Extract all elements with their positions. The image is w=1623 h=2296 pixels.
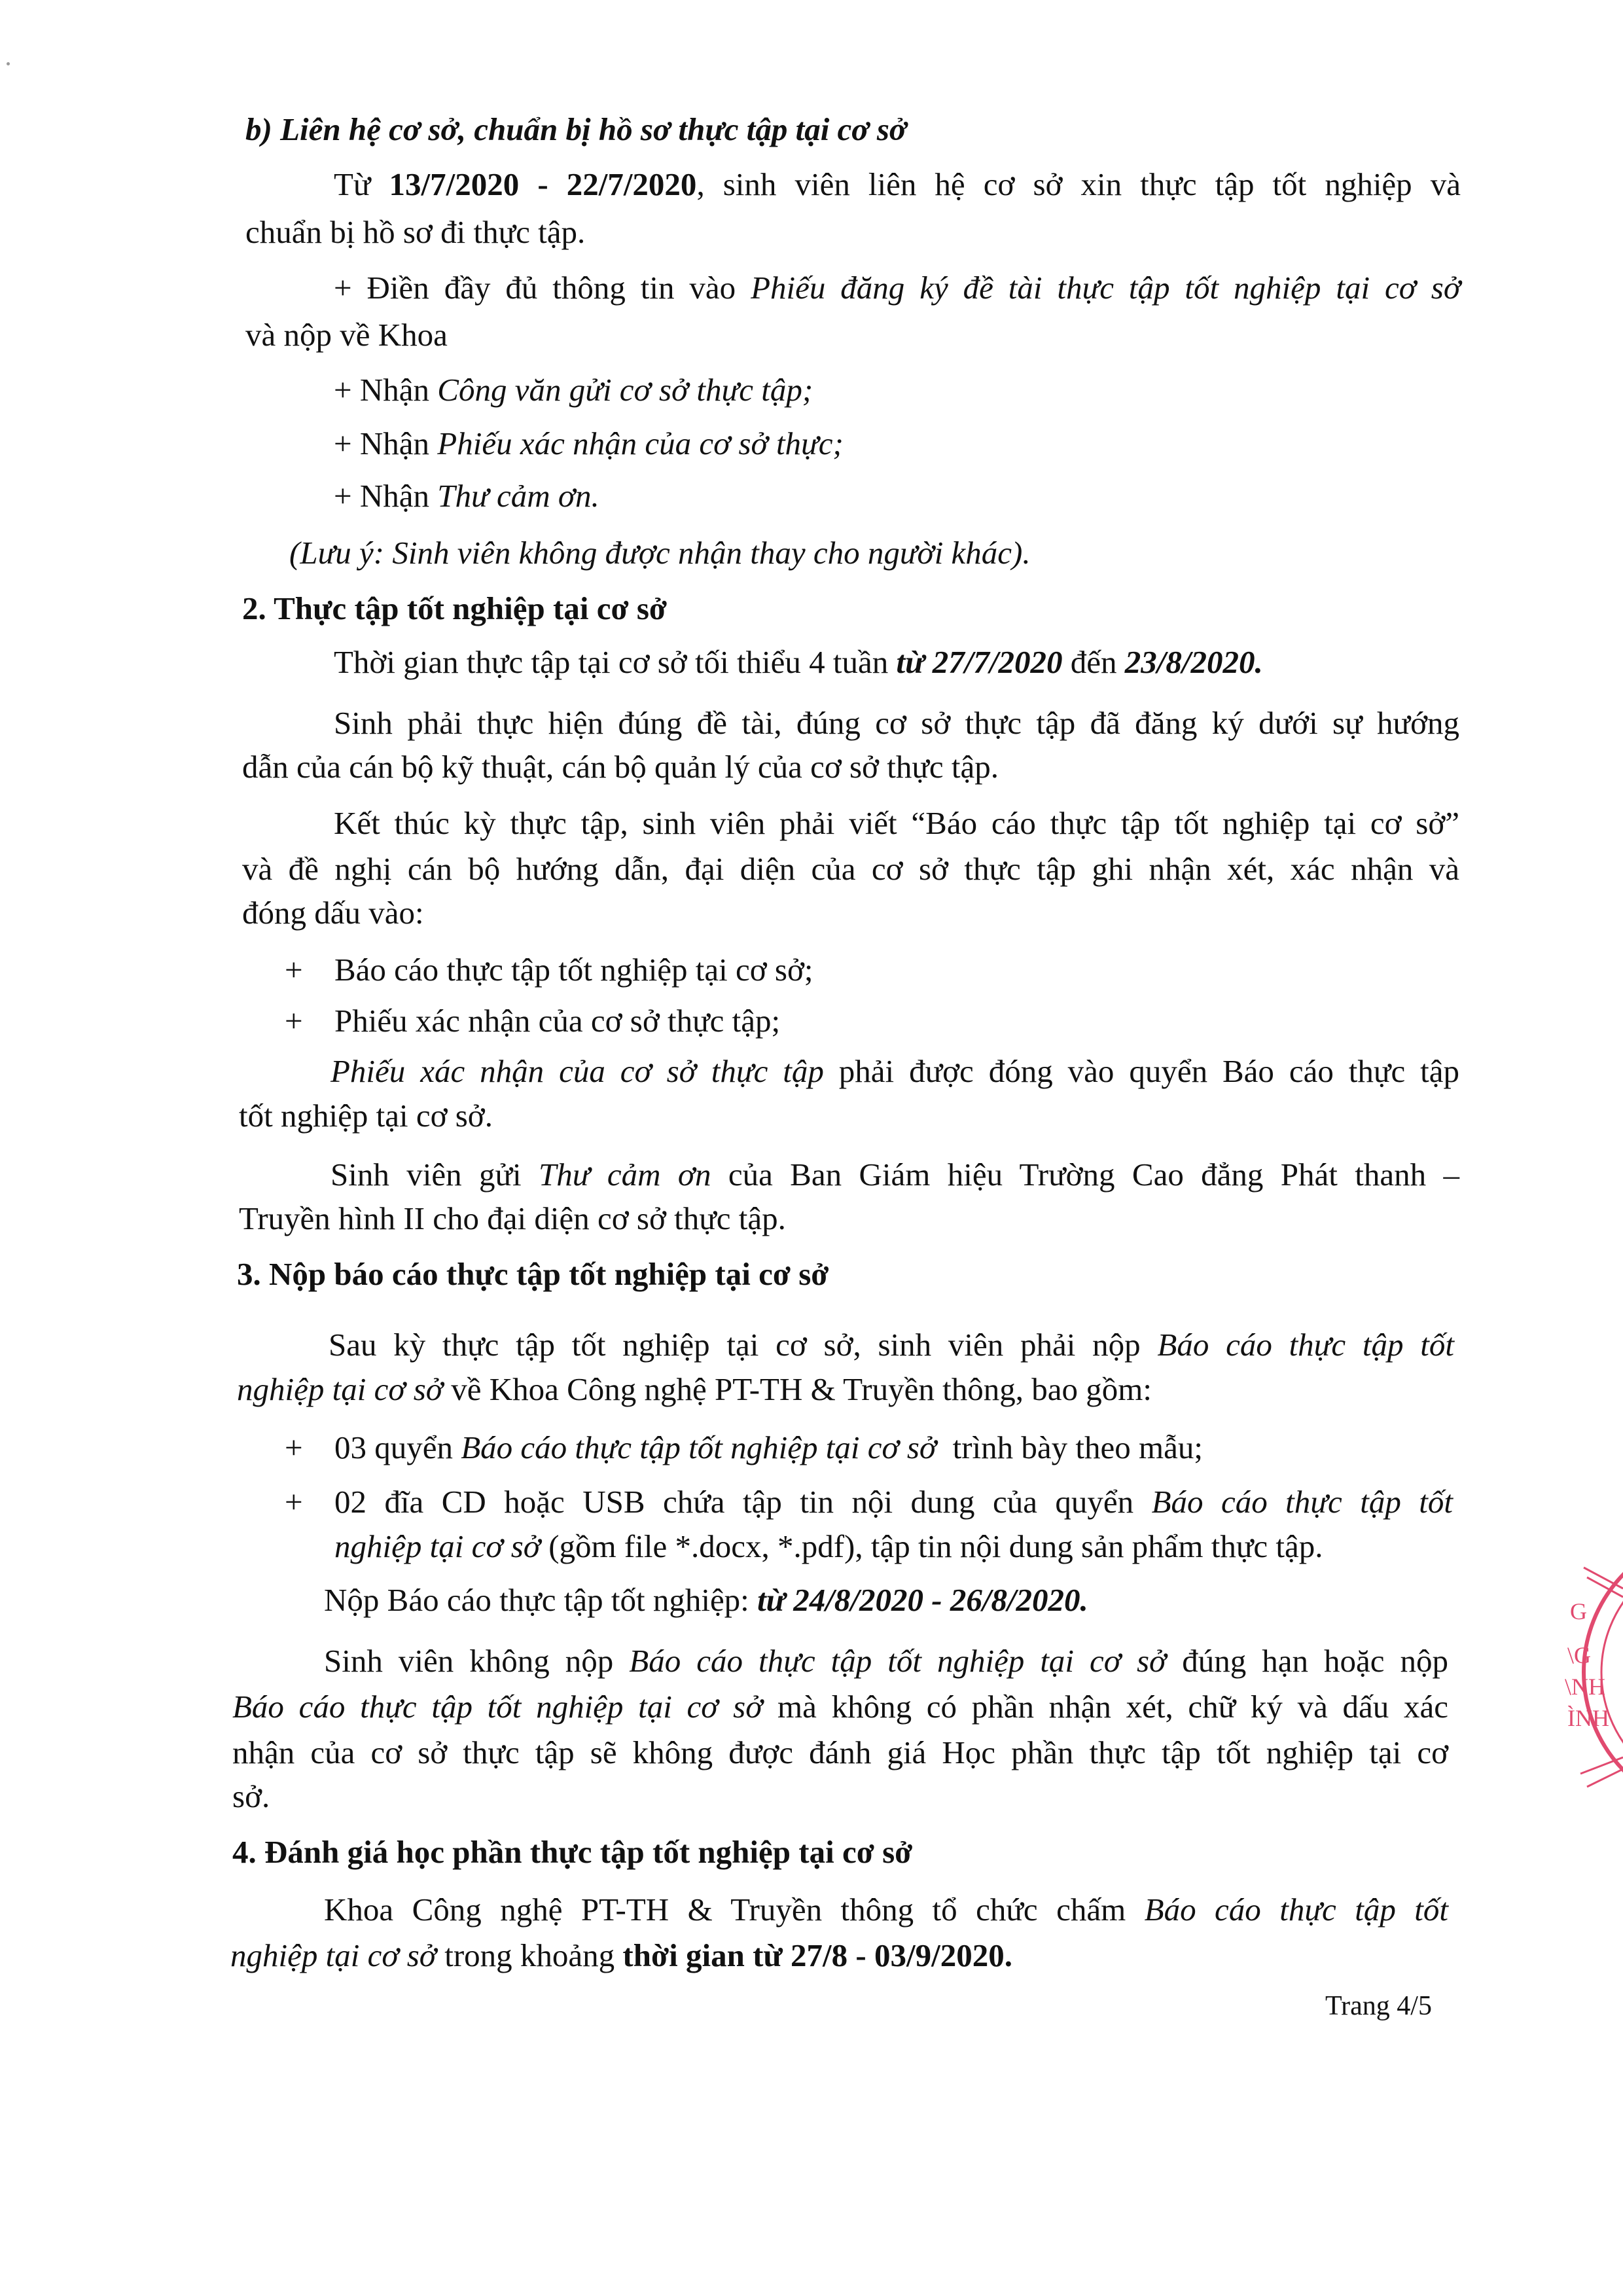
s2-paragraph-2-line2: dẫn của cán bộ kỹ thuật, cán bộ quản lý của cơ sở thực tập. xyxy=(242,749,999,785)
s3-paragraph-3-line1: Sinh viên không nộp Báo cáo thực tập tốt nghiệp tại cơ sở đúng hạn hoặc nộp xyxy=(324,1643,1448,1679)
b-note: (Lưu ý: Sinh viên không được nhận thay cho người khác). xyxy=(289,535,1031,571)
s3-list-item-1: + 03 quyển Báo cáo thực tập tốt nghiệp tại cơ sở trình bày theo mẫu; xyxy=(285,1429,1203,1465)
s4-paragraph-1-line2: nghiệp tại cơ sở trong khoảng thời gian từ 27/8 - 03/9/2020. xyxy=(230,1937,1012,1973)
s3-list-item-2-line1: + 02 đĩa CD hoặc USB chứa tập tin nội dung của quyển Báo cáo thực tập tốt xyxy=(285,1484,1453,1520)
b-item-2: + Nhận Công văn gửi cơ sở thực tập; xyxy=(334,372,813,408)
section-2-title: 2. Thực tập tốt nghiệp tại cơ sở xyxy=(242,590,668,626)
s2-paragraph-5-line2: Truyền hình II cho đại diện cơ sở thực tập. xyxy=(239,1200,786,1236)
stamp-text-1: G xyxy=(1570,1598,1587,1624)
s2-paragraph-3-line2: và đề nghị cán bộ hướng dẫn, đại diện của cơ sở thực tập ghi nhận xét, xác nhận và xyxy=(242,851,1459,887)
s3-paragraph-3-line3: nhận của cơ sở thực tập sẽ không được đánh giá Học phần thực tập tốt nghiệp tại cơ xyxy=(232,1734,1448,1770)
s2-paragraph-5-line1: Sinh viên gửi Thư cảm ơn của Ban Giám hiệu Trường Cao đẳng Phát thanh – xyxy=(330,1157,1459,1193)
s2-paragraph-2-line1: Sinh phải thực hiện đúng đề tài, đúng cơ sở thực tập đã đăng ký dưới sự hướng xyxy=(334,705,1459,741)
page-number: Trang 4/5 xyxy=(1325,1991,1432,2021)
official-stamp xyxy=(1561,1528,1623,1816)
paragraph-b1-line1: Từ 13/7/2020 - 22/7/2020, sinh viên liên hệ cơ sở xin thực tập tốt nghiệp và xyxy=(334,166,1461,202)
stamp-text-3: \NH xyxy=(1565,1674,1605,1700)
paragraph-b1-line2: chuẩn bị hồ sơ đi thực tập. xyxy=(245,214,586,250)
s2-paragraph-4-line1: Phiếu xác nhận của cơ sở thực tập phải được đóng vào quyển Báo cáo thực tập xyxy=(330,1053,1459,1089)
scan-speck xyxy=(7,62,10,65)
s3-paragraph-3-line2: Báo cáo thực tập tốt nghiệp tại cơ sở mà không có phần nhận xét, chữ ký và dấu xác xyxy=(232,1689,1448,1725)
section-b-title: b) Liên hệ cơ sở, chuẩn bị hồ sơ thực tập tại cơ sở xyxy=(245,111,907,147)
b-item-4: + Nhận Thư cảm ơn. xyxy=(334,478,599,514)
s3-paragraph-1-line2: nghiệp tại cơ sở về Khoa Công nghệ PT-TH & Truyền thông, bao gồm: xyxy=(237,1371,1152,1407)
s2-list-item-1: + Báo cáo thực tập tốt nghiệp tại cơ sở; xyxy=(285,952,813,988)
s4-paragraph-1-line1: Khoa Công nghệ PT-TH & Truyền thông tổ chức chấm Báo cáo thực tập tốt xyxy=(324,1892,1449,1928)
b-item-1-line1: + Điền đầy đủ thông tin vào Phiếu đăng ký đề tài thực tập tốt nghiệp tại cơ sở xyxy=(334,270,1461,306)
s2-paragraph-1: Thời gian thực tập tại cơ sở tối thiểu 4 tuần từ 27/7/2020 đến 23/8/2020. xyxy=(334,644,1263,680)
s3-list-item-2-line2: nghiệp tại cơ sở (gồm file *.docx, *.pdf), tập tin nội dung sản phẩm thực tập. xyxy=(334,1528,1323,1564)
s3-paragraph-1-line1: Sau kỳ thực tập tốt nghiệp tại cơ sở, sinh viên phải nộp Báo cáo thực tập tốt xyxy=(329,1327,1454,1363)
s3-paragraph-2: Nộp Báo cáo thực tập tốt nghiệp: từ 24/8/2020 - 26/8/2020. xyxy=(324,1582,1088,1618)
stamp-text-2: \G xyxy=(1567,1642,1591,1668)
s2-list-item-2: + Phiếu xác nhận của cơ sở thực tập; xyxy=(285,1003,781,1039)
s3-paragraph-3-line4: sở. xyxy=(232,1778,270,1814)
s2-paragraph-4-line2: tốt nghiệp tại cơ sở. xyxy=(239,1098,493,1134)
b-item-1-line2: và nộp về Khoa xyxy=(245,317,448,353)
s2-paragraph-3-line3: đóng dấu vào: xyxy=(242,895,424,931)
section-3-title: 3. Nộp báo cáo thực tập tốt nghiệp tại cơ sở xyxy=(237,1256,829,1292)
b-item-3: + Nhận Phiếu xác nhận của cơ sở thực; xyxy=(334,425,844,461)
stamp-text-4: ÌNH xyxy=(1567,1705,1609,1731)
s2-paragraph-3-line1: Kết thúc kỳ thực tập, sinh viên phải viết “Báo cáo thực tập tốt nghiệp tại cơ sở” xyxy=(334,805,1459,841)
section-4-title: 4. Đánh giá học phần thực tập tốt nghiệp tại cơ sở xyxy=(232,1834,913,1870)
